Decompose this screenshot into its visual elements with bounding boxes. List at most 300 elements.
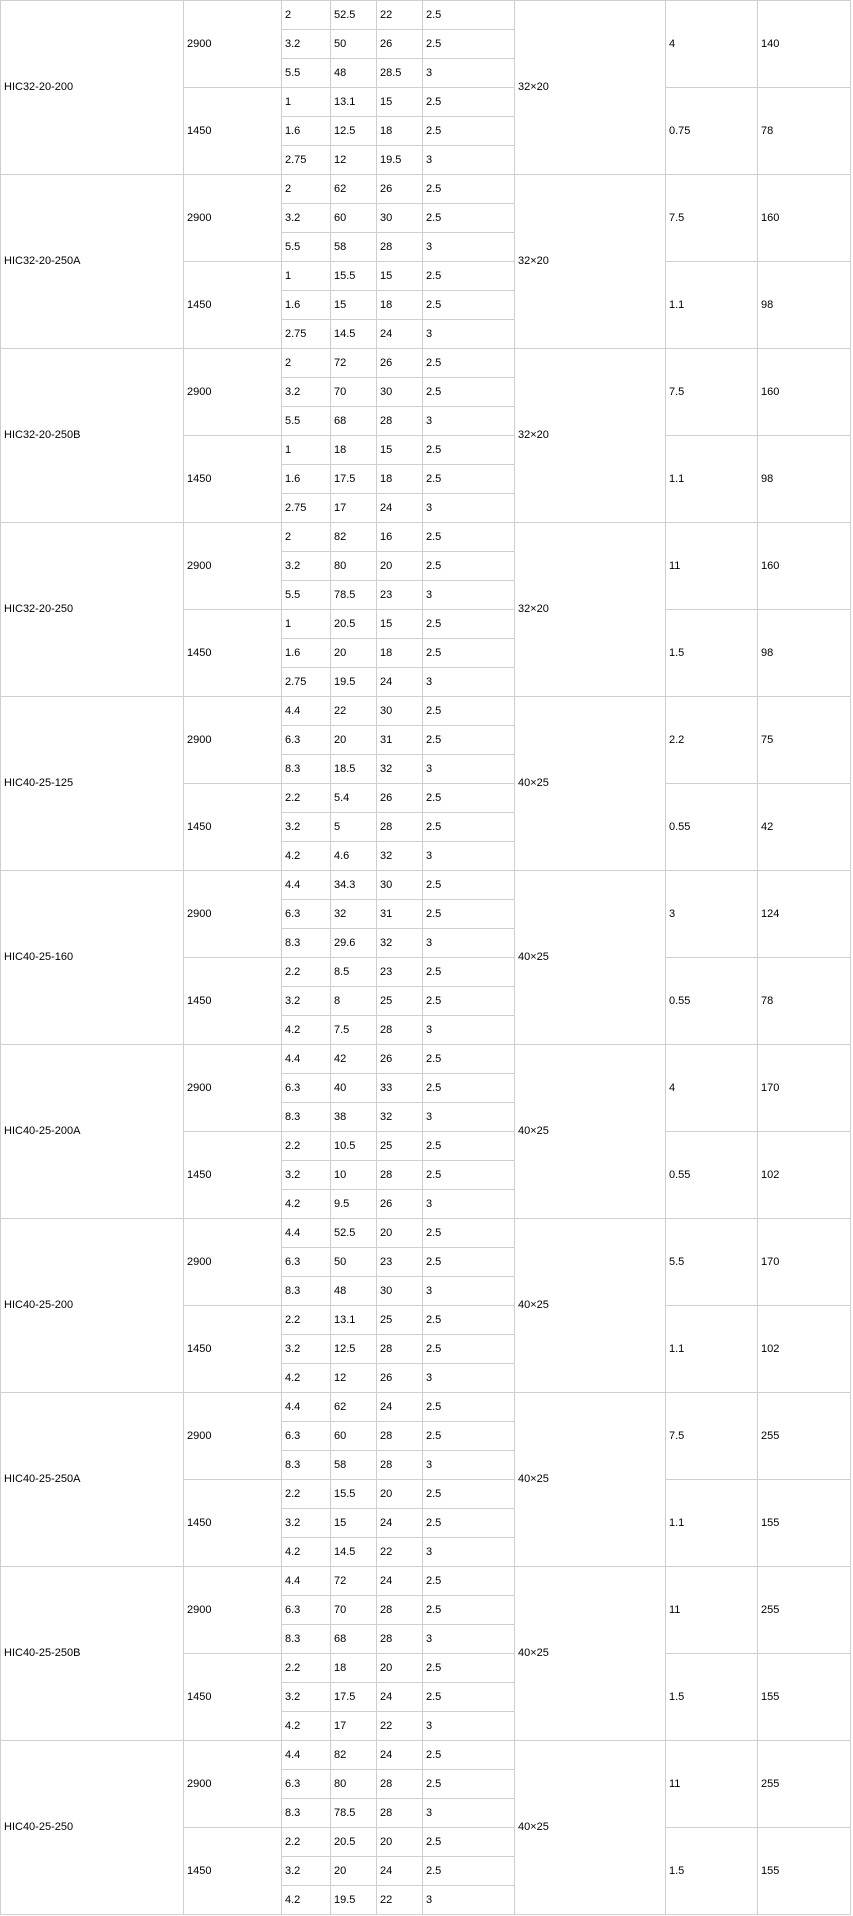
npsh-cell: 2.5 bbox=[423, 204, 515, 233]
efficiency-cell: 24 bbox=[377, 1857, 423, 1886]
flow-cell: 4.4 bbox=[282, 1393, 331, 1422]
flow-cell: 8.3 bbox=[282, 1625, 331, 1654]
flow-cell: 2.2 bbox=[282, 1132, 331, 1161]
efficiency-cell: 30 bbox=[377, 1277, 423, 1306]
model-cell: HIC40-25-250A bbox=[1, 1393, 184, 1567]
head-cell: 60 bbox=[331, 204, 377, 233]
npsh-cell: 3 bbox=[423, 668, 515, 697]
speed-cell: 2900 bbox=[184, 1, 282, 88]
npsh-cell: 2.5 bbox=[423, 1857, 515, 1886]
npsh-cell: 2.5 bbox=[423, 958, 515, 987]
outlet-size-cell: 32×20 bbox=[515, 523, 666, 697]
head-cell: 62 bbox=[331, 1393, 377, 1422]
efficiency-cell: 26 bbox=[377, 349, 423, 378]
head-cell: 12 bbox=[331, 146, 377, 175]
efficiency-cell: 23 bbox=[377, 958, 423, 987]
head-cell: 20 bbox=[331, 639, 377, 668]
npsh-cell: 2.5 bbox=[423, 1828, 515, 1857]
flow-cell: 6.3 bbox=[282, 1248, 331, 1277]
efficiency-cell: 28 bbox=[377, 813, 423, 842]
head-cell: 20.5 bbox=[331, 610, 377, 639]
flow-cell: 1 bbox=[282, 262, 331, 291]
flow-cell: 6.3 bbox=[282, 1596, 331, 1625]
efficiency-cell: 19.5 bbox=[377, 146, 423, 175]
head-cell: 82 bbox=[331, 523, 377, 552]
npsh-cell: 2.5 bbox=[423, 175, 515, 204]
head-cell: 50 bbox=[331, 1248, 377, 1277]
head-cell: 12.5 bbox=[331, 1335, 377, 1364]
npsh-cell: 2.5 bbox=[423, 1509, 515, 1538]
npsh-cell: 2.5 bbox=[423, 1741, 515, 1770]
speed-cell: 1450 bbox=[184, 1480, 282, 1567]
efficiency-cell: 28 bbox=[377, 407, 423, 436]
npsh-cell: 3 bbox=[423, 1103, 515, 1132]
npsh-cell: 3 bbox=[423, 1190, 515, 1219]
flow-cell: 1 bbox=[282, 88, 331, 117]
efficiency-cell: 32 bbox=[377, 755, 423, 784]
head-cell: 15.5 bbox=[331, 262, 377, 291]
head-cell: 13.1 bbox=[331, 1306, 377, 1335]
flow-cell: 3.2 bbox=[282, 1509, 331, 1538]
efficiency-cell: 16 bbox=[377, 523, 423, 552]
npsh-cell: 3 bbox=[423, 1016, 515, 1045]
weight-cell: 160 bbox=[758, 349, 851, 436]
head-cell: 50 bbox=[331, 30, 377, 59]
power-cell: 5.5 bbox=[666, 1219, 758, 1306]
weight-cell: 102 bbox=[758, 1132, 851, 1219]
head-cell: 38 bbox=[331, 1103, 377, 1132]
efficiency-cell: 28 bbox=[377, 1451, 423, 1480]
npsh-cell: 2.5 bbox=[423, 987, 515, 1016]
power-cell: 7.5 bbox=[666, 175, 758, 262]
flow-cell: 4.4 bbox=[282, 697, 331, 726]
efficiency-cell: 20 bbox=[377, 1219, 423, 1248]
outlet-size-cell: 40×25 bbox=[515, 697, 666, 871]
npsh-cell: 3 bbox=[423, 407, 515, 436]
efficiency-cell: 28 bbox=[377, 233, 423, 262]
npsh-cell: 2.5 bbox=[423, 30, 515, 59]
table-row bbox=[1, 1393, 851, 1422]
flow-cell: 3.2 bbox=[282, 1335, 331, 1364]
npsh-cell: 2.5 bbox=[423, 523, 515, 552]
table-row bbox=[1, 1567, 851, 1596]
npsh-cell: 2.5 bbox=[423, 349, 515, 378]
head-cell: 9.5 bbox=[331, 1190, 377, 1219]
power-cell: 7.5 bbox=[666, 349, 758, 436]
npsh-cell: 2.5 bbox=[423, 1422, 515, 1451]
npsh-cell: 3 bbox=[423, 1451, 515, 1480]
weight-cell: 42 bbox=[758, 784, 851, 871]
head-cell: 17.5 bbox=[331, 465, 377, 494]
head-cell: 58 bbox=[331, 1451, 377, 1480]
npsh-cell: 2.5 bbox=[423, 1654, 515, 1683]
flow-cell: 2.75 bbox=[282, 494, 331, 523]
flow-cell: 2.75 bbox=[282, 320, 331, 349]
speed-cell: 1450 bbox=[184, 88, 282, 175]
flow-cell: 8.3 bbox=[282, 929, 331, 958]
efficiency-cell: 22 bbox=[377, 1712, 423, 1741]
table-row bbox=[1, 1219, 851, 1248]
head-cell: 17 bbox=[331, 494, 377, 523]
npsh-cell: 2.5 bbox=[423, 1306, 515, 1335]
speed-cell: 2900 bbox=[184, 697, 282, 784]
head-cell: 82 bbox=[331, 1741, 377, 1770]
table-row bbox=[1, 697, 851, 726]
efficiency-cell: 18 bbox=[377, 117, 423, 146]
flow-cell: 6.3 bbox=[282, 900, 331, 929]
flow-cell: 6.3 bbox=[282, 1770, 331, 1799]
flow-cell: 4.2 bbox=[282, 842, 331, 871]
efficiency-cell: 28 bbox=[377, 1422, 423, 1451]
npsh-cell: 3 bbox=[423, 1799, 515, 1828]
head-cell: 15.5 bbox=[331, 1480, 377, 1509]
efficiency-cell: 26 bbox=[377, 1190, 423, 1219]
weight-cell: 160 bbox=[758, 523, 851, 610]
speed-cell: 2900 bbox=[184, 871, 282, 958]
head-cell: 68 bbox=[331, 407, 377, 436]
flow-cell: 3.2 bbox=[282, 813, 331, 842]
flow-cell: 1 bbox=[282, 610, 331, 639]
power-cell: 7.5 bbox=[666, 1393, 758, 1480]
efficiency-cell: 26 bbox=[377, 175, 423, 204]
power-cell: 1.5 bbox=[666, 1828, 758, 1915]
efficiency-cell: 20 bbox=[377, 1480, 423, 1509]
flow-cell: 2.2 bbox=[282, 784, 331, 813]
speed-cell: 1450 bbox=[184, 610, 282, 697]
model-cell: HIC40-25-125 bbox=[1, 697, 184, 871]
head-cell: 40 bbox=[331, 1074, 377, 1103]
outlet-size-cell: 40×25 bbox=[515, 1045, 666, 1219]
npsh-cell: 2.5 bbox=[423, 1219, 515, 1248]
weight-cell: 98 bbox=[758, 262, 851, 349]
power-cell: 2.2 bbox=[666, 697, 758, 784]
flow-cell: 5.5 bbox=[282, 581, 331, 610]
weight-cell: 124 bbox=[758, 871, 851, 958]
npsh-cell: 3 bbox=[423, 581, 515, 610]
efficiency-cell: 28 bbox=[377, 1335, 423, 1364]
flow-cell: 2 bbox=[282, 1, 331, 30]
flow-cell: 4.2 bbox=[282, 1712, 331, 1741]
power-cell: 0.55 bbox=[666, 1132, 758, 1219]
efficiency-cell: 22 bbox=[377, 1538, 423, 1567]
flow-cell: 2 bbox=[282, 523, 331, 552]
table-row bbox=[1, 349, 851, 378]
npsh-cell: 2.5 bbox=[423, 1567, 515, 1596]
head-cell: 80 bbox=[331, 552, 377, 581]
efficiency-cell: 18 bbox=[377, 639, 423, 668]
power-cell: 0.75 bbox=[666, 88, 758, 175]
efficiency-cell: 24 bbox=[377, 1509, 423, 1538]
weight-cell: 255 bbox=[758, 1741, 851, 1828]
npsh-cell: 2.5 bbox=[423, 1161, 515, 1190]
power-cell: 1.1 bbox=[666, 262, 758, 349]
flow-cell: 3.2 bbox=[282, 378, 331, 407]
efficiency-cell: 20 bbox=[377, 1654, 423, 1683]
flow-cell: 6.3 bbox=[282, 726, 331, 755]
npsh-cell: 2.5 bbox=[423, 1596, 515, 1625]
head-cell: 52.5 bbox=[331, 1219, 377, 1248]
efficiency-cell: 25 bbox=[377, 1306, 423, 1335]
efficiency-cell: 32 bbox=[377, 1103, 423, 1132]
head-cell: 10.5 bbox=[331, 1132, 377, 1161]
flow-cell: 2.75 bbox=[282, 146, 331, 175]
flow-cell: 5.5 bbox=[282, 59, 331, 88]
head-cell: 18 bbox=[331, 1654, 377, 1683]
flow-cell: 3.2 bbox=[282, 204, 331, 233]
weight-cell: 98 bbox=[758, 610, 851, 697]
speed-cell: 2900 bbox=[184, 1393, 282, 1480]
npsh-cell: 2.5 bbox=[423, 639, 515, 668]
power-cell: 1.1 bbox=[666, 1480, 758, 1567]
speed-cell: 2900 bbox=[184, 175, 282, 262]
table-row bbox=[1, 1045, 851, 1074]
efficiency-cell: 26 bbox=[377, 1045, 423, 1074]
efficiency-cell: 25 bbox=[377, 1132, 423, 1161]
efficiency-cell: 33 bbox=[377, 1074, 423, 1103]
table-row bbox=[1, 1741, 851, 1770]
flow-cell: 4.2 bbox=[282, 1538, 331, 1567]
head-cell: 12.5 bbox=[331, 117, 377, 146]
weight-cell: 102 bbox=[758, 1306, 851, 1393]
weight-cell: 255 bbox=[758, 1393, 851, 1480]
efficiency-cell: 24 bbox=[377, 494, 423, 523]
head-cell: 72 bbox=[331, 349, 377, 378]
outlet-size-cell: 40×25 bbox=[515, 1567, 666, 1741]
head-cell: 32 bbox=[331, 900, 377, 929]
head-cell: 5 bbox=[331, 813, 377, 842]
efficiency-cell: 28 bbox=[377, 1625, 423, 1654]
npsh-cell: 2.5 bbox=[423, 1393, 515, 1422]
flow-cell: 8.3 bbox=[282, 755, 331, 784]
npsh-cell: 3 bbox=[423, 494, 515, 523]
efficiency-cell: 28 bbox=[377, 1016, 423, 1045]
speed-cell: 2900 bbox=[184, 1219, 282, 1306]
flow-cell: 8.3 bbox=[282, 1799, 331, 1828]
npsh-cell: 2.5 bbox=[423, 378, 515, 407]
speed-cell: 1450 bbox=[184, 1306, 282, 1393]
outlet-size-cell: 32×20 bbox=[515, 175, 666, 349]
npsh-cell: 3 bbox=[423, 1364, 515, 1393]
model-cell: HIC32-20-250B bbox=[1, 349, 184, 523]
speed-cell: 2900 bbox=[184, 523, 282, 610]
npsh-cell: 2.5 bbox=[423, 465, 515, 494]
efficiency-cell: 28 bbox=[377, 1799, 423, 1828]
speed-cell: 2900 bbox=[184, 1045, 282, 1132]
table-row bbox=[1, 175, 851, 204]
efficiency-cell: 15 bbox=[377, 436, 423, 465]
head-cell: 58 bbox=[331, 233, 377, 262]
outlet-size-cell: 40×25 bbox=[515, 1741, 666, 1915]
head-cell: 72 bbox=[331, 1567, 377, 1596]
head-cell: 60 bbox=[331, 1422, 377, 1451]
flow-cell: 4.2 bbox=[282, 1190, 331, 1219]
head-cell: 12 bbox=[331, 1364, 377, 1393]
model-cell: HIC40-25-160 bbox=[1, 871, 184, 1045]
efficiency-cell: 30 bbox=[377, 378, 423, 407]
flow-cell: 8.3 bbox=[282, 1103, 331, 1132]
npsh-cell: 3 bbox=[423, 59, 515, 88]
npsh-cell: 2.5 bbox=[423, 1045, 515, 1074]
head-cell: 4.6 bbox=[331, 842, 377, 871]
model-cell: HIC40-25-200 bbox=[1, 1219, 184, 1393]
efficiency-cell: 24 bbox=[377, 668, 423, 697]
efficiency-cell: 24 bbox=[377, 1741, 423, 1770]
head-cell: 78.5 bbox=[331, 1799, 377, 1828]
efficiency-cell: 23 bbox=[377, 581, 423, 610]
head-cell: 70 bbox=[331, 378, 377, 407]
npsh-cell: 2.5 bbox=[423, 871, 515, 900]
head-cell: 22 bbox=[331, 697, 377, 726]
table-row bbox=[1, 871, 851, 900]
speed-cell: 2900 bbox=[184, 349, 282, 436]
power-cell: 0.55 bbox=[666, 958, 758, 1045]
power-cell: 3 bbox=[666, 871, 758, 958]
head-cell: 29.6 bbox=[331, 929, 377, 958]
head-cell: 14.5 bbox=[331, 320, 377, 349]
speed-cell: 1450 bbox=[184, 1654, 282, 1741]
model-cell: HIC32-20-250A bbox=[1, 175, 184, 349]
head-cell: 80 bbox=[331, 1770, 377, 1799]
flow-cell: 2.2 bbox=[282, 1306, 331, 1335]
head-cell: 10 bbox=[331, 1161, 377, 1190]
efficiency-cell: 23 bbox=[377, 1248, 423, 1277]
npsh-cell: 2.5 bbox=[423, 784, 515, 813]
npsh-cell: 2.5 bbox=[423, 1480, 515, 1509]
npsh-cell: 2.5 bbox=[423, 436, 515, 465]
speed-cell: 1450 bbox=[184, 262, 282, 349]
speed-cell: 2900 bbox=[184, 1567, 282, 1654]
head-cell: 78.5 bbox=[331, 581, 377, 610]
npsh-cell: 2.5 bbox=[423, 291, 515, 320]
power-cell: 4 bbox=[666, 1045, 758, 1132]
flow-cell: 2.2 bbox=[282, 1828, 331, 1857]
outlet-size-cell: 40×25 bbox=[515, 1219, 666, 1393]
npsh-cell: 3 bbox=[423, 1625, 515, 1654]
power-cell: 11 bbox=[666, 1741, 758, 1828]
flow-cell: 1.6 bbox=[282, 639, 331, 668]
efficiency-cell: 28.5 bbox=[377, 59, 423, 88]
npsh-cell: 2.5 bbox=[423, 1335, 515, 1364]
npsh-cell: 2.5 bbox=[423, 726, 515, 755]
flow-cell: 3.2 bbox=[282, 1161, 331, 1190]
flow-cell: 5.5 bbox=[282, 233, 331, 262]
efficiency-cell: 15 bbox=[377, 610, 423, 639]
flow-cell: 2.2 bbox=[282, 1480, 331, 1509]
head-cell: 48 bbox=[331, 59, 377, 88]
model-cell: HIC32-20-250 bbox=[1, 523, 184, 697]
flow-cell: 6.3 bbox=[282, 1074, 331, 1103]
power-cell: 4 bbox=[666, 1, 758, 88]
power-cell: 11 bbox=[666, 1567, 758, 1654]
head-cell: 70 bbox=[331, 1596, 377, 1625]
flow-cell: 4.4 bbox=[282, 1741, 331, 1770]
power-cell: 1.5 bbox=[666, 610, 758, 697]
flow-cell: 3.2 bbox=[282, 987, 331, 1016]
efficiency-cell: 25 bbox=[377, 987, 423, 1016]
efficiency-cell: 31 bbox=[377, 900, 423, 929]
head-cell: 20.5 bbox=[331, 1828, 377, 1857]
flow-cell: 3.2 bbox=[282, 1683, 331, 1712]
head-cell: 34.3 bbox=[331, 871, 377, 900]
flow-cell: 3.2 bbox=[282, 30, 331, 59]
head-cell: 7.5 bbox=[331, 1016, 377, 1045]
head-cell: 17.5 bbox=[331, 1683, 377, 1712]
efficiency-cell: 15 bbox=[377, 88, 423, 117]
flow-cell: 2.2 bbox=[282, 958, 331, 987]
head-cell: 17 bbox=[331, 1712, 377, 1741]
outlet-size-cell: 32×20 bbox=[515, 1, 666, 175]
efficiency-cell: 18 bbox=[377, 465, 423, 494]
weight-cell: 155 bbox=[758, 1828, 851, 1915]
npsh-cell: 3 bbox=[423, 755, 515, 784]
npsh-cell: 2.5 bbox=[423, 88, 515, 117]
head-cell: 15 bbox=[331, 1509, 377, 1538]
speed-cell: 1450 bbox=[184, 436, 282, 523]
weight-cell: 75 bbox=[758, 697, 851, 784]
efficiency-cell: 24 bbox=[377, 320, 423, 349]
weight-cell: 78 bbox=[758, 958, 851, 1045]
flow-cell: 8.3 bbox=[282, 1451, 331, 1480]
speed-cell: 1450 bbox=[184, 1132, 282, 1219]
head-cell: 42 bbox=[331, 1045, 377, 1074]
head-cell: 15 bbox=[331, 291, 377, 320]
flow-cell: 2.75 bbox=[282, 668, 331, 697]
npsh-cell: 2.5 bbox=[423, 1683, 515, 1712]
weight-cell: 170 bbox=[758, 1045, 851, 1132]
npsh-cell: 2.5 bbox=[423, 813, 515, 842]
efficiency-cell: 26 bbox=[377, 1364, 423, 1393]
head-cell: 8 bbox=[331, 987, 377, 1016]
head-cell: 19.5 bbox=[331, 1886, 377, 1915]
npsh-cell: 3 bbox=[423, 1886, 515, 1915]
weight-cell: 155 bbox=[758, 1480, 851, 1567]
efficiency-cell: 22 bbox=[377, 1, 423, 30]
weight-cell: 160 bbox=[758, 175, 851, 262]
speed-cell: 2900 bbox=[184, 1741, 282, 1828]
flow-cell: 4.2 bbox=[282, 1886, 331, 1915]
model-cell: HIC40-25-250B bbox=[1, 1567, 184, 1741]
flow-cell: 4.2 bbox=[282, 1016, 331, 1045]
efficiency-cell: 26 bbox=[377, 30, 423, 59]
efficiency-cell: 32 bbox=[377, 929, 423, 958]
power-cell: 1.5 bbox=[666, 1654, 758, 1741]
efficiency-cell: 20 bbox=[377, 1828, 423, 1857]
npsh-cell: 2.5 bbox=[423, 117, 515, 146]
head-cell: 62 bbox=[331, 175, 377, 204]
weight-cell: 170 bbox=[758, 1219, 851, 1306]
efficiency-cell: 24 bbox=[377, 1393, 423, 1422]
model-cell: HIC40-25-200A bbox=[1, 1045, 184, 1219]
npsh-cell: 2.5 bbox=[423, 552, 515, 581]
weight-cell: 140 bbox=[758, 1, 851, 88]
efficiency-cell: 15 bbox=[377, 262, 423, 291]
weight-cell: 155 bbox=[758, 1654, 851, 1741]
npsh-cell: 2.5 bbox=[423, 1770, 515, 1799]
efficiency-cell: 31 bbox=[377, 726, 423, 755]
efficiency-cell: 30 bbox=[377, 871, 423, 900]
outlet-size-cell: 40×25 bbox=[515, 1393, 666, 1567]
head-cell: 5.4 bbox=[331, 784, 377, 813]
weight-cell: 255 bbox=[758, 1567, 851, 1654]
efficiency-cell: 28 bbox=[377, 1596, 423, 1625]
flow-cell: 4.4 bbox=[282, 871, 331, 900]
pump-table-body bbox=[1, 1, 851, 1915]
efficiency-cell: 20 bbox=[377, 552, 423, 581]
head-cell: 52.5 bbox=[331, 1, 377, 30]
flow-cell: 1.6 bbox=[282, 291, 331, 320]
head-cell: 48 bbox=[331, 1277, 377, 1306]
flow-cell: 1 bbox=[282, 436, 331, 465]
